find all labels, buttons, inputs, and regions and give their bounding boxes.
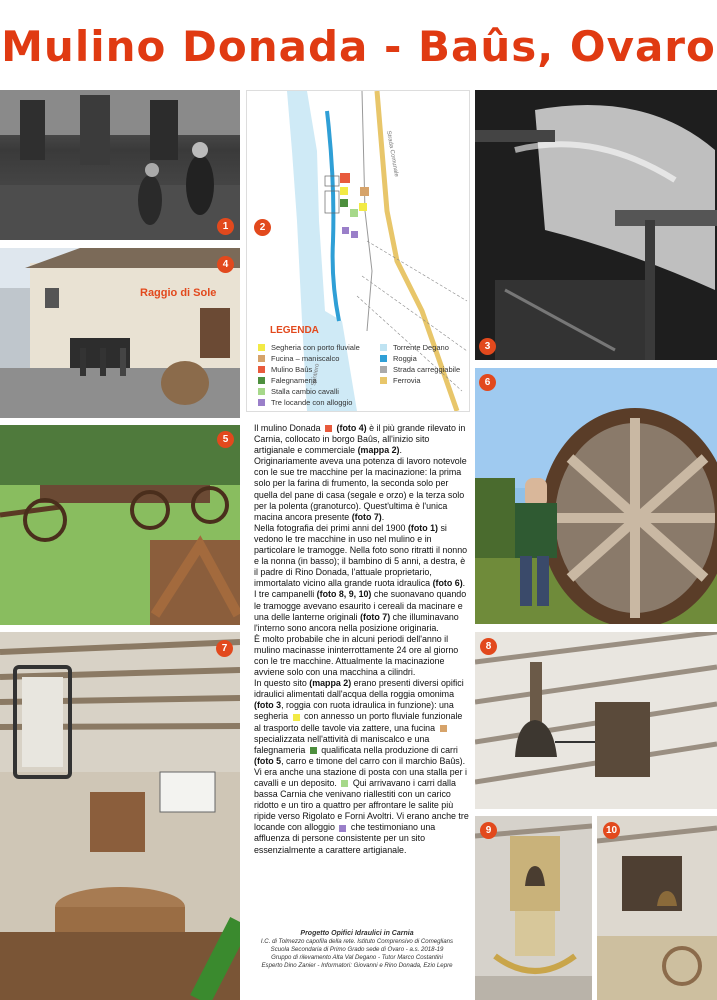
photo-6-illustration	[475, 368, 717, 624]
photo-1-badge: 1	[217, 218, 234, 235]
text-s1b: (foto 4)	[336, 423, 367, 433]
legend-label: Stalla cambio cavalli	[271, 387, 339, 396]
photo-4-mill-building	[0, 248, 240, 418]
legend-swatch	[258, 388, 265, 395]
legend-left-item	[258, 353, 360, 364]
text-s6b: (mappa 2)	[309, 678, 352, 689]
legend-label: Segheria con porto fluviale	[271, 343, 360, 352]
photo-10-bell-box	[597, 816, 717, 1000]
photo-1-illustration	[0, 90, 240, 240]
article-body	[254, 423, 470, 856]
text-s6g: specializzata nell'attività di maniscalco e una falegnameria	[254, 733, 430, 755]
legend-right-item	[380, 342, 460, 353]
text-s4d: (foto 7)	[360, 611, 391, 622]
text-s2c: .	[381, 511, 385, 522]
legend-title: LEGENDA	[270, 325, 319, 336]
legend-left-item	[258, 342, 360, 353]
legend-label: Strada carreggiabile	[393, 365, 461, 374]
carpentry-swatch	[310, 747, 317, 754]
photo-8-badge: 8	[480, 638, 497, 655]
photo-8-illustration	[475, 632, 717, 809]
text-s3a: Nella fotografia dei primi anni del 1900	[254, 522, 406, 533]
photo-5-illustration	[0, 425, 240, 625]
legend-label: Tre locande con alloggio	[271, 398, 353, 407]
stable-swatch	[341, 780, 348, 787]
text-s5: È molto probabile che in alcuni periodi dell'anno il mulino macinasse ininterrottamente 24 ore al giorno con le tre macchine. Attualmente la macinazione avviene solo con una macchina a cilindri.	[254, 633, 459, 678]
legend-swatch	[380, 344, 387, 351]
text-s6d: (foto 3	[254, 700, 282, 711]
photo-8-bell	[475, 632, 717, 809]
text-s3d: (foto 6)	[432, 578, 463, 589]
legend-swatch	[258, 399, 265, 406]
photo-1-old-mill-interior	[0, 90, 240, 240]
text-s4a: I tre campanelli	[254, 589, 315, 600]
text-s6h: qualificata nella produzione di carri	[321, 744, 458, 755]
photo-3-badge: 3	[479, 338, 496, 355]
photo-4-badge: 4	[217, 256, 234, 273]
legend-label: Fucina – maniscalco	[271, 354, 340, 363]
text-s6j: , carro e timone del carro con il marchio Baûs). Vi era anche una stazione di posta con una stalla per i cavalli e un deposito.	[254, 755, 467, 788]
text-s6k: Qui arrivavano i carri dalla bassa Carnia che venivano riallestiti con un carico ridotto e un tiro a quattro per affrontare le salite più ripide verso Rigolato e Forni Avoltri. Vi erano anche tre locande con alloggio	[254, 778, 469, 833]
text-s6i: (foto 5	[254, 755, 282, 766]
legend-left-item	[258, 386, 360, 397]
inn-swatch	[339, 825, 346, 832]
photo-7-lantern-and-millstone	[0, 632, 240, 1000]
text-s3b: (foto 1)	[407, 522, 439, 533]
map-label-road: Strada Comunale	[385, 130, 400, 178]
legend-right-item	[380, 353, 460, 364]
text-s1a: Il mulino Donada	[254, 423, 321, 433]
map-2-badge: 2	[254, 219, 271, 236]
footer-line-2: I.C. di Tolmezzo capofila della rete. Istituto Comprensivo di Comeglians	[260, 938, 454, 945]
photo-6-owner-with-wheel	[475, 368, 717, 624]
text-s6e: , roggia con ruota idraulica in funzione): una segheria	[254, 700, 454, 722]
text-s4c: che suonavano quando le tramogge avevano esaurito i cereali da macinare e una delle lanterne originali	[254, 589, 467, 622]
legend-right-item	[380, 364, 460, 375]
footer-line-4: Gruppo di rilevamento Alta Val Degano - Tutor Marco Costantini	[271, 954, 443, 961]
text-s1e: .	[399, 445, 402, 456]
legend-left-item	[258, 375, 360, 386]
map-label-track: Sentiero	[311, 363, 321, 387]
legend-label: Torrente Degano	[393, 343, 449, 352]
footer-line-5: Esperto Dino Zanier - Informatori: Giovanni e Rino Donada, Ezio Lepre	[261, 962, 453, 969]
legend-label: Ferrovia	[393, 376, 421, 385]
photo-3-water-wheel-running	[475, 90, 717, 360]
legend-label: Roggia	[393, 354, 417, 363]
photo-10-badge: 10	[603, 822, 620, 839]
legend-label: Mulino Baûs	[271, 365, 313, 374]
photo-3-illustration	[475, 90, 717, 360]
photo-5-cart	[0, 425, 240, 625]
forge-swatch	[440, 725, 447, 732]
legend-swatch	[380, 355, 387, 362]
credits-footer	[246, 930, 468, 970]
legend-left-item	[258, 364, 360, 375]
photo-4-illustration	[0, 248, 240, 418]
photo-7-illustration	[0, 632, 240, 1000]
raggio-di-sole-sign: Raggio di Sole	[140, 287, 217, 299]
mill-swatch	[325, 425, 332, 432]
photo-9-illustration	[475, 816, 592, 1000]
text-s6l: che testimoniano una affluenza di persone consistente per un sito essenzialmente a carattere artigianale.	[254, 822, 436, 855]
photo-6-badge: 6	[479, 374, 496, 391]
legend-right-item	[380, 375, 460, 386]
text-s4b: (foto 8, 9, 10)	[316, 589, 372, 600]
text-s2b: (foto 7)	[351, 511, 382, 522]
legend-left-item	[258, 397, 360, 408]
photo-9-badge: 9	[480, 822, 497, 839]
text-s6f: con annesso un porto fluviale funzionale al trasporto delle tavole via zattere, una fucina	[254, 711, 463, 733]
legend-swatch	[380, 377, 387, 384]
legend-left-column	[258, 342, 360, 408]
sawmill-swatch	[293, 714, 300, 721]
legend-swatch	[380, 366, 387, 373]
photo-10-illustration	[597, 816, 717, 1000]
legend-swatch	[258, 344, 265, 351]
photo-7-badge: 7	[216, 640, 233, 657]
legend-label: Falegnameria	[271, 376, 317, 385]
legend-swatch	[258, 355, 265, 362]
text-s4e: che illuminavano l'interno sono ancora nella posizione originaria.	[254, 611, 459, 633]
poster-title: Mulino Donada - Baûs, Ovaro	[1, 22, 716, 71]
footer-line-3: Scuola Secondaria di Primo Grado sede di Ovaro - a.s. 2018-19	[270, 946, 444, 953]
text-s1c: è il più grande rilevato in Carnia, collocato in borgo Baûs, all'inizio sito artigianale e commerciale	[254, 423, 466, 456]
photo-9-bell-box	[475, 816, 592, 1000]
legend-swatch	[258, 377, 265, 384]
text-s2: Originariamente aveva una potenza di lavoro notevole con le sue tre macchine per la macinazione: la prima solo per la farina di frumento, la seconda solo per quella del pane di casa (segale e orzo) e la terza solo per la polenta (granoturco). Quest'ultima è l'unica macina ancora presente	[254, 456, 467, 522]
text-s3e: .	[462, 578, 466, 589]
text-s6a: In questo sito	[254, 678, 307, 689]
photo-5-badge: 5	[217, 431, 234, 448]
text-s3c: si vedono le tre macchine in uso nel mulino e in particolare le tramogge. Nella foto sono ritratti il nonno e la nonna (in basso); il bambino di 5 anni, a destra, è il padre di Rino Donada, l'attuale proprietario, immortalato vicino alla grande ruota idraulica	[254, 522, 468, 589]
text-s1d: (mappa 2)	[357, 445, 400, 456]
text-s6c: erano presenti diversi opifici idraulici alimentati dall'acqua della roggia omonima	[254, 678, 464, 700]
legend-right-column	[380, 342, 460, 386]
legend-swatch	[258, 366, 265, 373]
footer-line-1: Progetto Opifici Idraulici in Carnia	[300, 930, 414, 937]
